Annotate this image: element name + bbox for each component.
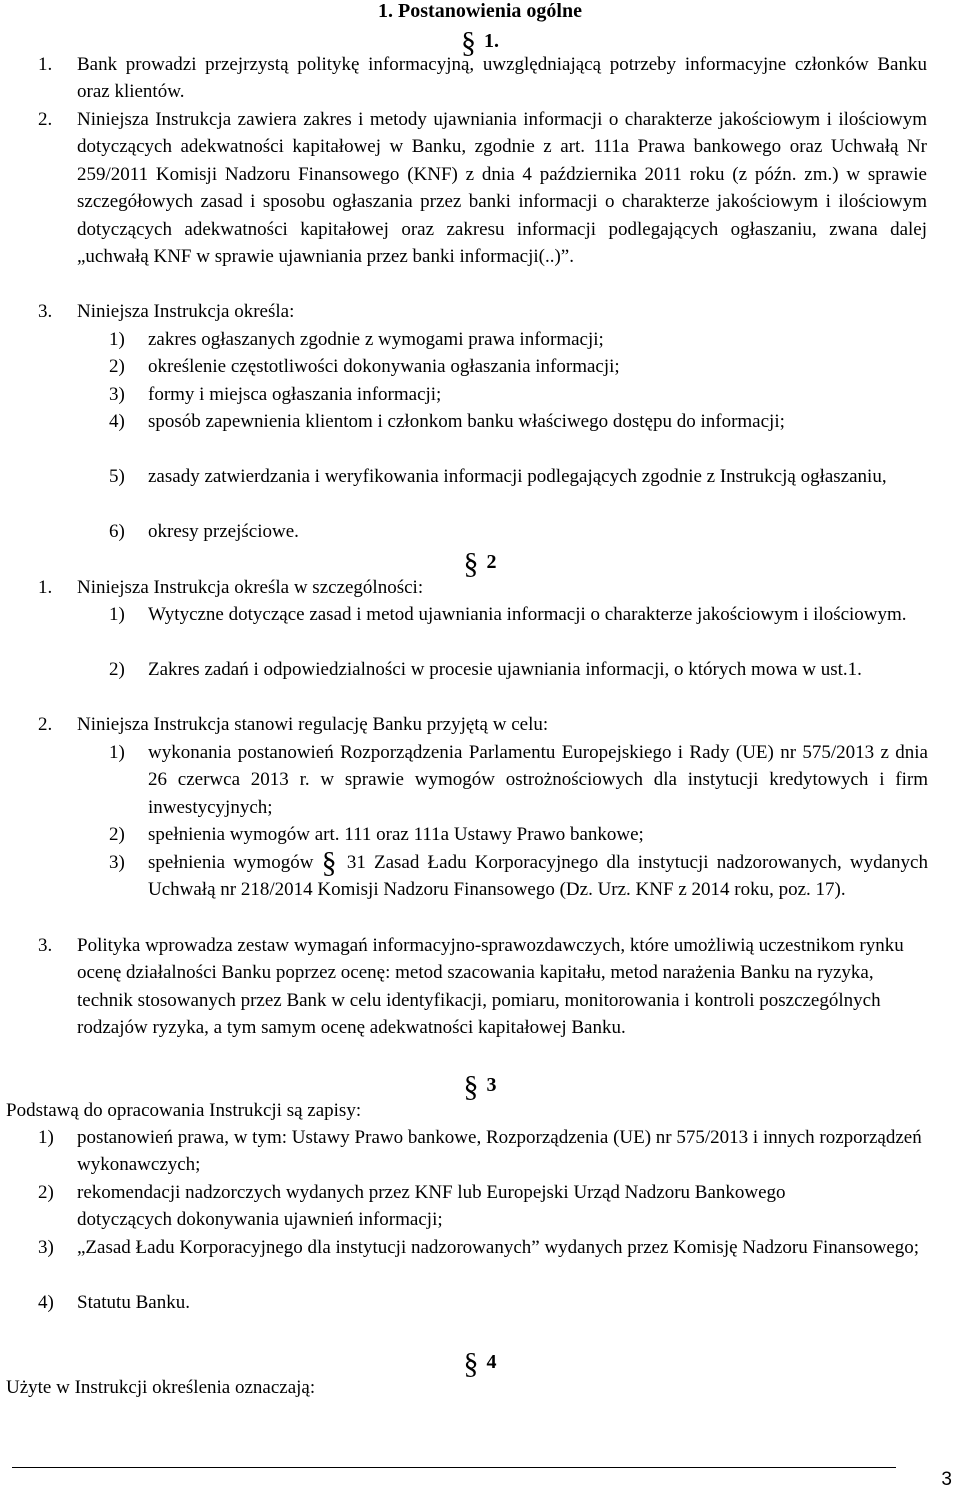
section-sign: § bbox=[321, 846, 337, 879]
list-item: zakres ogłaszanych zgodnie z wymogami prawa informacji; bbox=[148, 329, 604, 350]
list-item-text: 31 Zasad Ładu Korporacyjnego dla instytucji nadzorowanych, wydanych Uchwałą nr 218/2014 Komisji Nadzoru Finansowego (Dz. Urz. KNF z 2014 roku, poz. 17). bbox=[148, 852, 928, 901]
list-item: postanowień prawa, w tym: Ustawy Prawo bankowe, Rozporządzenia (UE) nr 575/2013 i innych rozporządzeń wykonawczych; bbox=[77, 1127, 922, 1176]
list-number: 2) bbox=[109, 824, 125, 845]
list-item: spełnienia wymogów art. 111 oraz 111a Ustawy Prawo bankowe; bbox=[148, 824, 644, 845]
list-number: 5) bbox=[109, 466, 125, 487]
list-number: 1) bbox=[38, 1127, 54, 1148]
paragraph-number: 3. bbox=[38, 301, 53, 322]
list-item: określenie częstotliwości dokonywania ogłaszania informacji; bbox=[148, 356, 620, 377]
paragraph-1-2 bbox=[77, 106, 927, 270]
section-heading-3 bbox=[0, 1068, 960, 1103]
list-item: formy i miejsca ogłaszania informacji; bbox=[148, 384, 442, 405]
list-item: wykonania postanowień Rozporządzenia Parlamentu Europejskiego i Rady (UE) nr 575/2013 z dnia 26 czerwca 2013 r. w sprawie wymogów ostrożnościowych dla instytucji kredytowych i firm inwestycyjnych; bbox=[148, 742, 928, 818]
paragraph-1-3-intro: Niniejsza Instrukcja określa: bbox=[77, 301, 295, 322]
list-number: 1) bbox=[109, 604, 125, 625]
list-number: 3) bbox=[109, 384, 125, 405]
section-number: 3 bbox=[486, 1074, 497, 1096]
paragraph-number: 1. bbox=[38, 577, 53, 598]
paragraph-2-2-intro: Niniejsza Instrukcja stanowi regulację Banku przyjętą w celu: bbox=[77, 714, 549, 735]
section-heading-2 bbox=[0, 545, 960, 580]
list-item: Wytyczne dotyczące zasad i metod ujawniania informacji o charakterze jakościowym i ilościowym. bbox=[148, 604, 907, 625]
section-number: 1. bbox=[484, 30, 499, 52]
list-number: 4) bbox=[109, 411, 125, 432]
paragraph-2-3: Polityka wprowadza zestaw wymagań informacyjno-sprawozdawczych, które umożliwią uczestnikom rynku ocenę działalności Banku poprzez ocenę: metod szacowania kapitału, metod narażenia Banku na ryzyka, technik stosowanych przez Bank w celu identyfikacji, pomiaru, monitorowania i kontroli poszczególnych rodzajów ryzyka, a tym samym ocenę adekwatności kapitałowej Banku. bbox=[77, 935, 904, 1039]
list-number: 3) bbox=[38, 1237, 54, 1258]
list-item: sposób zapewnienia klientom i członkom banku właściwego dostępu do informacji; bbox=[148, 411, 785, 432]
list-item-text: spełnienia wymogów bbox=[148, 852, 314, 873]
paragraph-number: 3. bbox=[38, 935, 53, 956]
list-number: 1) bbox=[109, 329, 125, 350]
section-sign: § bbox=[461, 26, 476, 59]
section-number: 4 bbox=[486, 1351, 497, 1373]
section-sign: § bbox=[463, 547, 479, 580]
list-item: Statutu Banku. bbox=[77, 1292, 190, 1313]
list-number: 2) bbox=[109, 356, 125, 377]
list-item: okresy przejściowe. bbox=[148, 521, 299, 542]
list-item bbox=[148, 846, 928, 904]
paragraph-text: Niniejsza Instrukcja zawiera zakres i metody ujawniania informacji o charakterze jakościowym i ilościowym dotyczących adekwatności kapitałowej w Banku, zgodnie z art. 111a Prawa bankowego oraz Uchwałą Nr 259/2011 Komisji Nadzoru Finansowego (KNF) z dnia 4 października 2011 roku (z późn. zm.) w sprawie szczegółowych zasad i sposobu ogłaszania przez banki informacji o charakterze jakościowym i ilościowym dotyczących adekwatności kapitałowej oraz zakresu informacji podlegających ogłaszaniu, zwana dalej „uchwałą KNF w sprawie ujawniania przez banki informacji(..)”. bbox=[77, 109, 927, 268]
list-number: 4) bbox=[38, 1292, 54, 1313]
list-number: 1) bbox=[109, 742, 125, 763]
section-sign: § bbox=[463, 1070, 479, 1103]
section-heading-4 bbox=[0, 1345, 960, 1380]
list-number: 2) bbox=[109, 659, 125, 680]
paragraph-2-1-intro: Niniejsza Instrukcja określa w szczególności: bbox=[77, 577, 424, 598]
list-number: 2) bbox=[38, 1182, 54, 1203]
paragraph-number: 1. bbox=[38, 54, 53, 75]
paragraph-4-intro: Użyte w Instrukcji określenia oznaczają: bbox=[6, 1377, 316, 1398]
footer-divider bbox=[12, 1467, 896, 1468]
list-number: 6) bbox=[109, 521, 125, 542]
list-item: „Zasad Ładu Korporacyjnego dla instytucji nadzorowanych” wydanych przez Komisję Nadzoru Finansowego; bbox=[77, 1237, 920, 1258]
list-item: Zakres zadań i odpowiedzialności w procesie ujawniania informacji, o których mowa w ust.1. bbox=[148, 659, 862, 680]
section-sign: § bbox=[463, 1347, 479, 1380]
chapter-title: 1. Postanowienia ogólne bbox=[378, 0, 582, 22]
list-item: zasady zatwierdzania i weryfikowania informacji podlegających zgodnie z Instrukcją ogłaszaniu, bbox=[148, 466, 887, 487]
paragraph-number: 2. bbox=[38, 109, 53, 130]
paragraph-text: Bank prowadzi przejrzystą politykę informacyjną, uwzględniającą potrzeby informacyjne członków Banku oraz klientów. bbox=[77, 54, 927, 103]
page-number: 3 bbox=[941, 1469, 952, 1490]
paragraph-1-1 bbox=[77, 51, 927, 106]
list-item: rekomendacji nadzorczych wydanych przez KNF lub Europejski Urząd Nadzoru Bankowego dotyczących dokonywania ujawnień informacji; bbox=[77, 1182, 786, 1231]
paragraph-3-intro: Podstawą do opracowania Instrukcji są zapisy: bbox=[6, 1100, 362, 1121]
paragraph-number: 2. bbox=[38, 714, 53, 735]
section-number: 2 bbox=[486, 551, 497, 573]
list-number: 3) bbox=[109, 852, 125, 873]
